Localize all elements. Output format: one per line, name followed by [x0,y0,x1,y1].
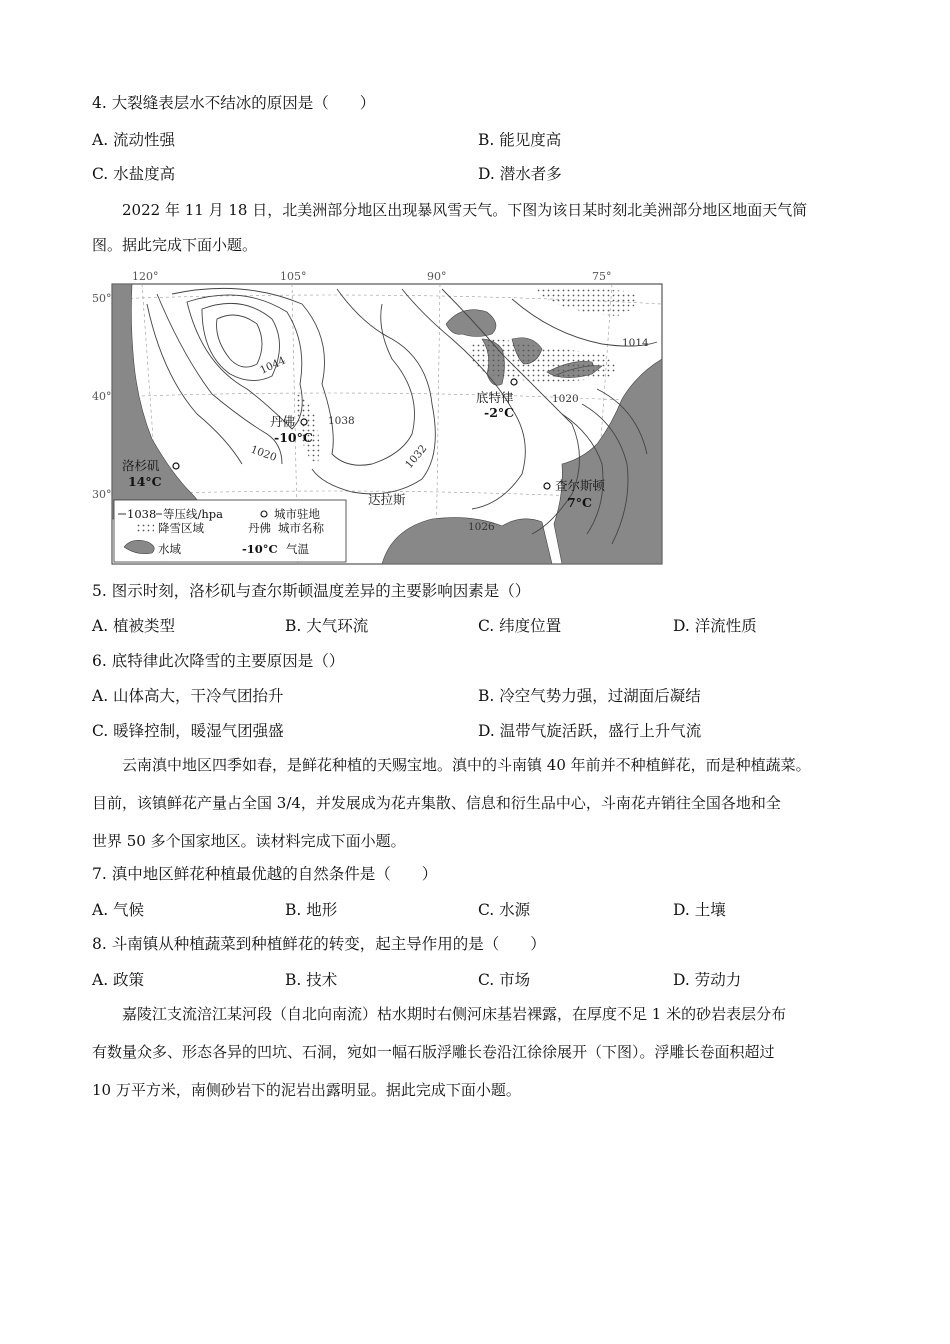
q5-option-c: C. 纬度位置 [478,617,562,635]
isobar-label-1038: 1038 [328,415,355,427]
isobar-label-1026: 1026 [468,521,495,533]
legend-city-name-text: 城市名称 [278,521,324,535]
q6-option-b: B. 冷空气势力强，过湖面后凝结 [478,687,701,705]
q8-option-c: C. 市场 [478,971,531,989]
lon-label-105: 105° [280,270,307,283]
los-angeles-name: 洛杉矶 [122,458,160,473]
lat-label-30: 30° [92,488,112,501]
q5-option-b: B. 大气环流 [285,617,369,635]
q8-stem: 8. 斗南镇从种植蔬菜到种植鲜花的转变，起主导作用的是（ ） [92,935,546,953]
charleston-name: 查尔斯顿 [555,478,606,493]
q5-option-d: D. 洋流性质 [673,617,757,635]
q7-option-b: B. 地形 [285,901,338,919]
legend-temp-sample: -10°C [242,542,278,556]
q7-stem: 7. 滇中地区鲜花种植最优越的自然条件是（ ） [92,865,438,883]
charleston-temp: 7°C [567,495,592,510]
q6-option-d: D. 温带气旋活跃，盛行上升气流 [478,722,702,740]
q5-option-a: A. 植被类型 [92,617,176,635]
legend-city-marker [261,511,267,517]
intro2-line2: 目前，该镇鲜花产量占全国 3/4，并发展成为花卉集散、信息和衍生品中心，斗南花卉销往全国各地和全 [92,794,781,812]
weather-map-svg [92,264,664,566]
q8-option-b: B. 技术 [285,971,338,989]
lon-label-75: 75° [592,270,612,283]
q8-option-d: D. 劳动力 [673,971,742,989]
weather-map [92,264,664,566]
legend-snow-swatch [136,523,154,533]
legend-city-name-sample: 丹佛 [248,521,271,535]
legend-temp-text: 气温 [286,542,309,556]
detroit-name: 底特律 [476,390,514,405]
los-angeles-marker [173,463,179,469]
q4-stem: 4. 大裂缝表层水不结冰的原因是（ ） [92,94,376,112]
detroit-marker [511,379,517,385]
intro2-line1: 云南滇中地区四季如春，是鲜花种植的天赐宝地。滇中的斗南镇 40 年前并不种植鲜花，而是种植蔬菜。 [122,756,811,774]
legend-snow-text: 降雪区域 [158,521,204,535]
legend-city-site-text: 城市驻地 [274,507,320,521]
q6-option-a: A. 山体高大，干冷气团抬升 [92,687,284,705]
legend-isobar-text: 等压线/hpa [163,507,223,521]
map-legend [114,500,346,562]
intro3-line3: 10 万平方米，南侧砂岩下的泥岩出露明显。据此完成下面小题。 [92,1081,521,1099]
q8-option-a: A. 政策 [92,971,145,989]
q7-option-d: D. 土壤 [673,901,726,919]
detroit-temp: -2°C [484,405,515,420]
denver-marker [301,419,307,425]
intro2-line3: 世界 50 多个国家地区。读材料完成下面小题。 [92,832,406,850]
legend-water-text: 水域 [158,542,181,556]
isobar-label-1044: 1044 [258,354,288,377]
lat-label-40: 40° [92,390,112,403]
q6-stem: 6. 底特律此次降雪的主要原因是（） [92,652,345,670]
q6-option-c: C. 暖锋控制，暖湿气团强盛 [92,722,284,740]
q7-option-c: C. 水源 [478,901,531,919]
intro3-line2: 有数量众多、形态各异的凹坑、石洞，宛如一幅石版浮雕长卷沿江徐徐展开（下图）。浮雕长卷面积超过 [92,1043,775,1061]
isobar-label-1014: 1014 [622,337,649,349]
lon-label-90: 90° [427,270,447,283]
q4-option-b: B. 能见度高 [478,131,562,149]
isobar-label-1020-west: 1020 [248,443,279,464]
denver-temp: -10°C [274,430,313,445]
lon-label-120: 120° [132,270,159,283]
intro1-line2: 图。据此完成下面小题。 [92,236,258,254]
dallas-name: 达拉斯 [368,492,406,507]
isobar-label-1032: 1032 [403,442,430,471]
intro1-line1: 2022 年 11 月 18 日，北美洲部分地区出现暴风雪天气。下图为该日某时刻北美洲部分地区地面天气简 [122,201,808,219]
legend-isobar-value: 1038 [127,507,157,521]
los-angeles-temp: 14°C [128,474,162,489]
denver-name: 丹佛 [270,414,296,429]
q4-option-d: D. 潜水者多 [478,165,562,183]
q4-option-c: C. 水盐度高 [92,165,176,183]
intro3-line1: 嘉陵江支流涪江某河段（自北向南流）枯水期时右侧河床基岩裸露，在厚度不足 1 米的砂岩表层分布 [122,1005,787,1023]
q5-stem: 5. 图示时刻，洛杉矶与查尔斯顿温度差异的主要影响因素是（） [92,582,531,600]
q7-option-a: A. 气候 [92,901,145,919]
isobar-label-1020-east: 1020 [552,393,579,405]
lat-label-50: 50° [92,292,112,305]
q4-option-a: A. 流动性强 [92,131,176,149]
charleston-marker [544,483,550,489]
